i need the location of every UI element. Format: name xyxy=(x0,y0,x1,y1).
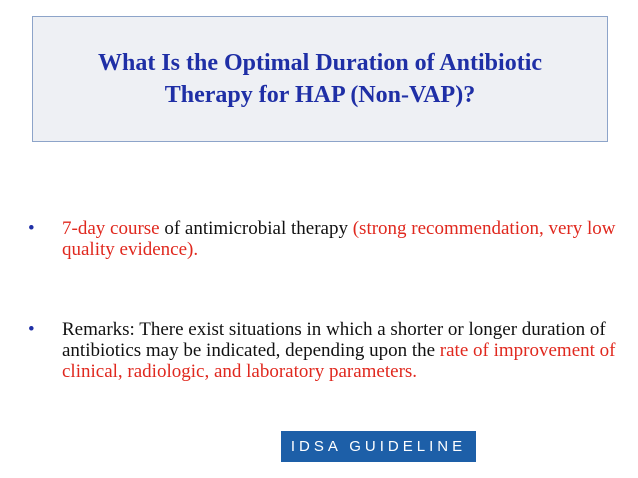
bullet-marker: • xyxy=(28,218,35,239)
bullet-marker: • xyxy=(28,319,35,340)
remarks-highlight: rate of improvement of clinical, radiologic, and laboratory parameters. xyxy=(62,340,616,382)
idsa-guideline-banner: IDSA GUIDELINE xyxy=(281,431,476,462)
title-box xyxy=(32,16,608,142)
bullet-remarks xyxy=(24,319,624,382)
slide-title-line-2: Therapy for HAP (Non-VAP)? xyxy=(164,82,476,108)
bullet-list xyxy=(24,218,624,382)
recommendation-strength: (strong recommendation, very low quality evidence). xyxy=(62,218,616,260)
duration-highlight: 7-day course xyxy=(62,218,160,239)
remarks-text: Remarks: There exist situations in which a shorter or longer duration of antibiotics may be indicated, depending upon the xyxy=(62,319,606,361)
duration-text: of antimicrobial therapy xyxy=(159,218,353,239)
bullet-duration xyxy=(24,218,624,260)
slide-title-line-1: What Is the Optimal Duration of Antibiotic xyxy=(97,50,543,76)
slide-title xyxy=(98,47,542,111)
